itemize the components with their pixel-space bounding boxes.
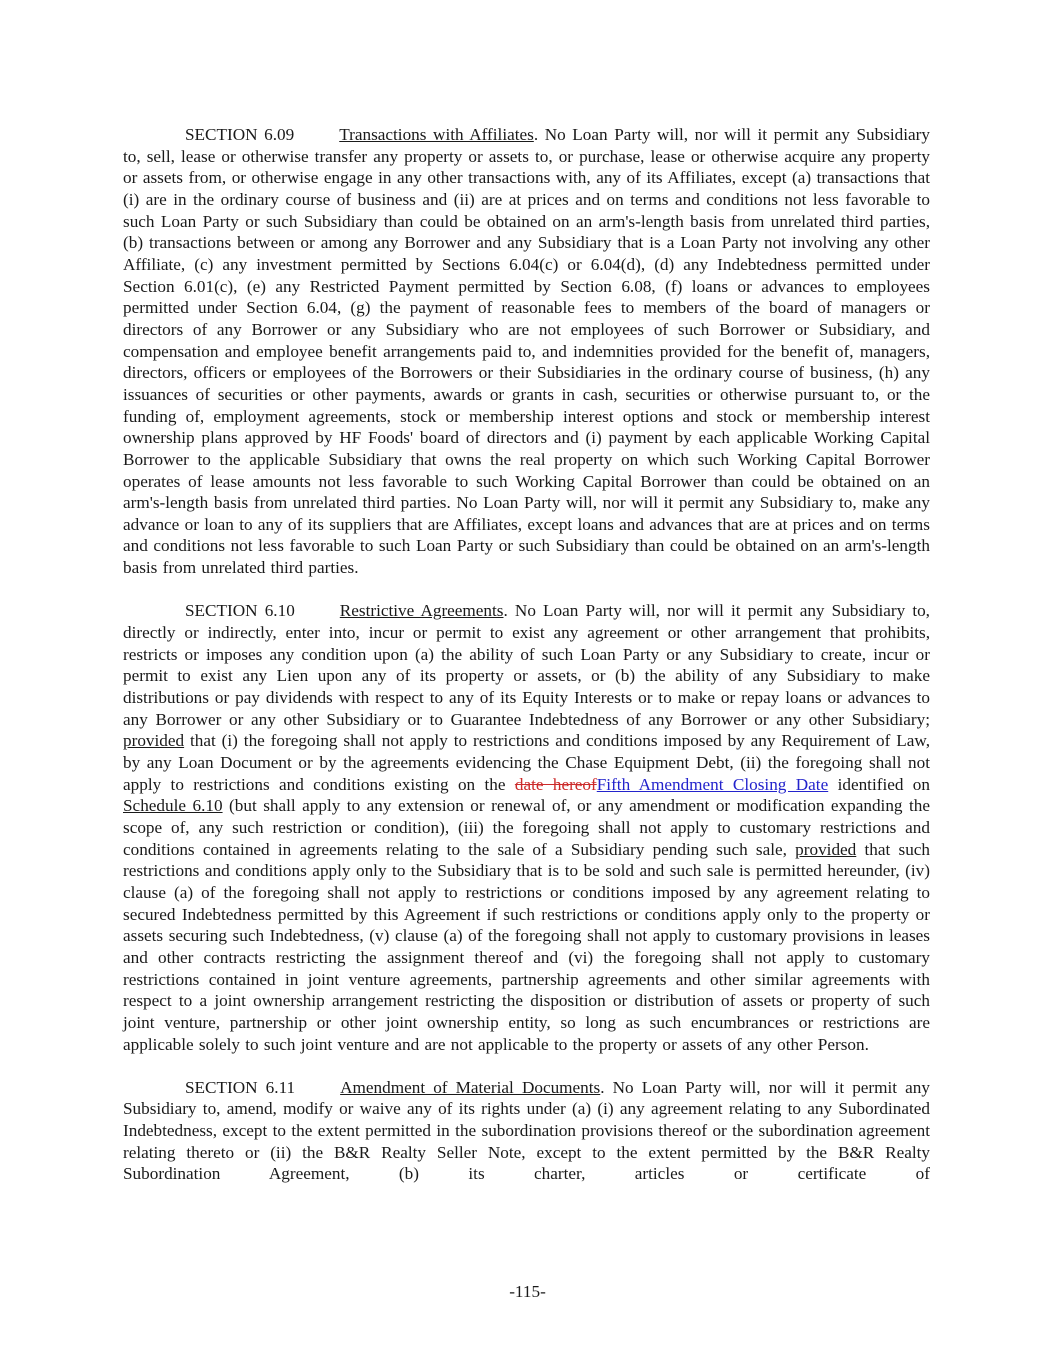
text-run: . No Loan Party will, nor will it permit any Subsidiary to, sell, lease or otherwise transfer any property or assets to, or purchase, lease or otherwise acquire any property or assets from, or otherwise engage in any other transactions with, any of its Affiliates, except (a) transactions that (i) are in the ordinary course of business and (ii) are at prices and on terms and conditions not less favorable to such Loan Party or such Subsidiary than could be obtained on an arm's-length basis from unrelated third parties, (b) transactions between or among any Borrower and any Subsidiary that is a Loan Party not involving any other Affiliate, (c) any investment permitted by Sections 6.04(c) or 6.04(d), (d) any Indebtedness permitted under Section 6.01(c), (e) any Restricted Payment permitted by Section 6.08, (f) loans or advances to employees permitted under Section 6.04, (g) the payment of reasonable fees to members of the board of managers or directors of any Borrower or any Subsidiary who are not employees of such Borrower or Subsidiary, and compensation and employee benefit arrangements paid to, and indemnities provided for the benefit of, managers, directors, officers or employees of the Borrowers or their Subsidiaries in the ordinary course of business, (h) any issuances of securities or other payments, awards or grants in cash, securities or otherwise pursuant to, or the funding of, employment agreements, stock or membership interest options and stock or membership interest ownership plans approved by HF Foods' board of directors and (i) payment by each applicable Working Capital Borrower to the applicable Subsidiary that owns the real property on which such Working Capital Borrower operates of lease amounts not less favorable to such Working Capital Borrower than could be obtained on an arm's-length basis from unrelated third parties. No Loan Party will, nor will it permit any Subsidiary to, make any advance or loan to any of its suppliers that are Affiliates, except loans and advances that are at prices and on terms and conditions not less favorable to such Loan Party or such Subsidiary than could be obtained on an arm's-length basis from unrelated third parties.	[123, 125, 930, 578]
underlined-term: provided	[795, 839, 857, 859]
section-title: Amendment of Material Documents	[340, 1077, 601, 1097]
text-run: that (i) the foregoing shall not apply to restrictions and conditions imposed by any Requirement of Law, by any Loan Document or by the agreements evidencing the Chase Equipment Debt, (ii) the foregoing shall not apply to restrictions and conditions existing on the	[123, 731, 930, 794]
text-run: that such restrictions and conditions apply only to the Subsidiary that is to be sold and such sale is permitted hereunder, (iv) clause (a) of the foregoing shall not apply to restrictions or conditions imposed by any agreement relating to secured Indebtedness permitted by this Agreement if such restrictions or conditions apply only to the property or assets securing such Indebtedness, (v) clause (a) of the foregoing shall not apply to customary provisions in leases and other contracts restricting the assignment thereof and (vi) the foregoing shall not apply to customary restrictions contained in joint venture agreements, partnership agreements and other similar agreements with respect to a joint ownership arrangement restricting the disposition or distribution of assets or property of such joint venture, partnership or other joint ownership entity, so long as such encumbrances or restrictions are applicable solely to such joint venture and are not applicable to the property or assets of any other Person.	[123, 839, 931, 1054]
text-run: (but shall apply to any extension or renewal of, or any amendment or modification expanding the scope of, any such restriction or condition), (iii) the foregoing shall not apply to customary restrictions and conditions contained in agreements relating to the sale of a Subsidiary pending such sale,	[123, 796, 930, 859]
underlined-term: Schedule 6.10	[123, 796, 223, 816]
section-heading-number: SECTION 6.09	[185, 125, 295, 144]
underlined-term: provided	[123, 731, 185, 751]
section-heading-number: SECTION 6.10	[185, 601, 295, 621]
section-heading-number: SECTION 6.11	[185, 1077, 296, 1097]
section-paragraph-6-10	[123, 600, 930, 1055]
section-paragraph-6-09	[123, 124, 930, 579]
section-title: Transactions with Affiliates	[339, 125, 534, 144]
inserted-text: Fifth Amendment Closing Date	[596, 774, 829, 794]
text-run: . No Loan Party will, nor will it permit any Subsidiary to, directly or indirectly, enter into, incur or permit to exist any agreement or other arrangement that prohibits, restricts or imposes any condition upon (a) the ability of such Loan Party or any Subsidiary to create, incur or permit to exist any Lien upon any of its property or assets, or (b) the ability of any Subsidiary to make distributions or pay dividends with respect to any of its Equity Interests or to make or repay loans or advances to any Borrower or any other Subsidiary or to Guarantee Indebtedness of any Borrower or any other Subsidiary;	[123, 601, 930, 729]
section-paragraph-6-11	[123, 1077, 930, 1185]
text-run: identified on	[828, 774, 930, 794]
text-run: . No Loan Party will, nor will it permit any Subsidiary to, amend, modify or waive any of its rights under (a) (i) any agreement relating to any Subordinated Indebtedness, except to the extent permitted in the subordination provisions thereof or the subordination agreement relating thereto or (ii) the B&R Realty Seller Note, except to the extent permitted by the B&R Realty Subordination Agreement, (b) its charter, articles or certificate of	[123, 1077, 930, 1184]
deleted-text: date hereof	[514, 774, 597, 794]
section-title: Restrictive Agreements	[339, 601, 504, 621]
page-number: -115-	[509, 1282, 546, 1301]
document-sections	[123, 124, 930, 1207]
